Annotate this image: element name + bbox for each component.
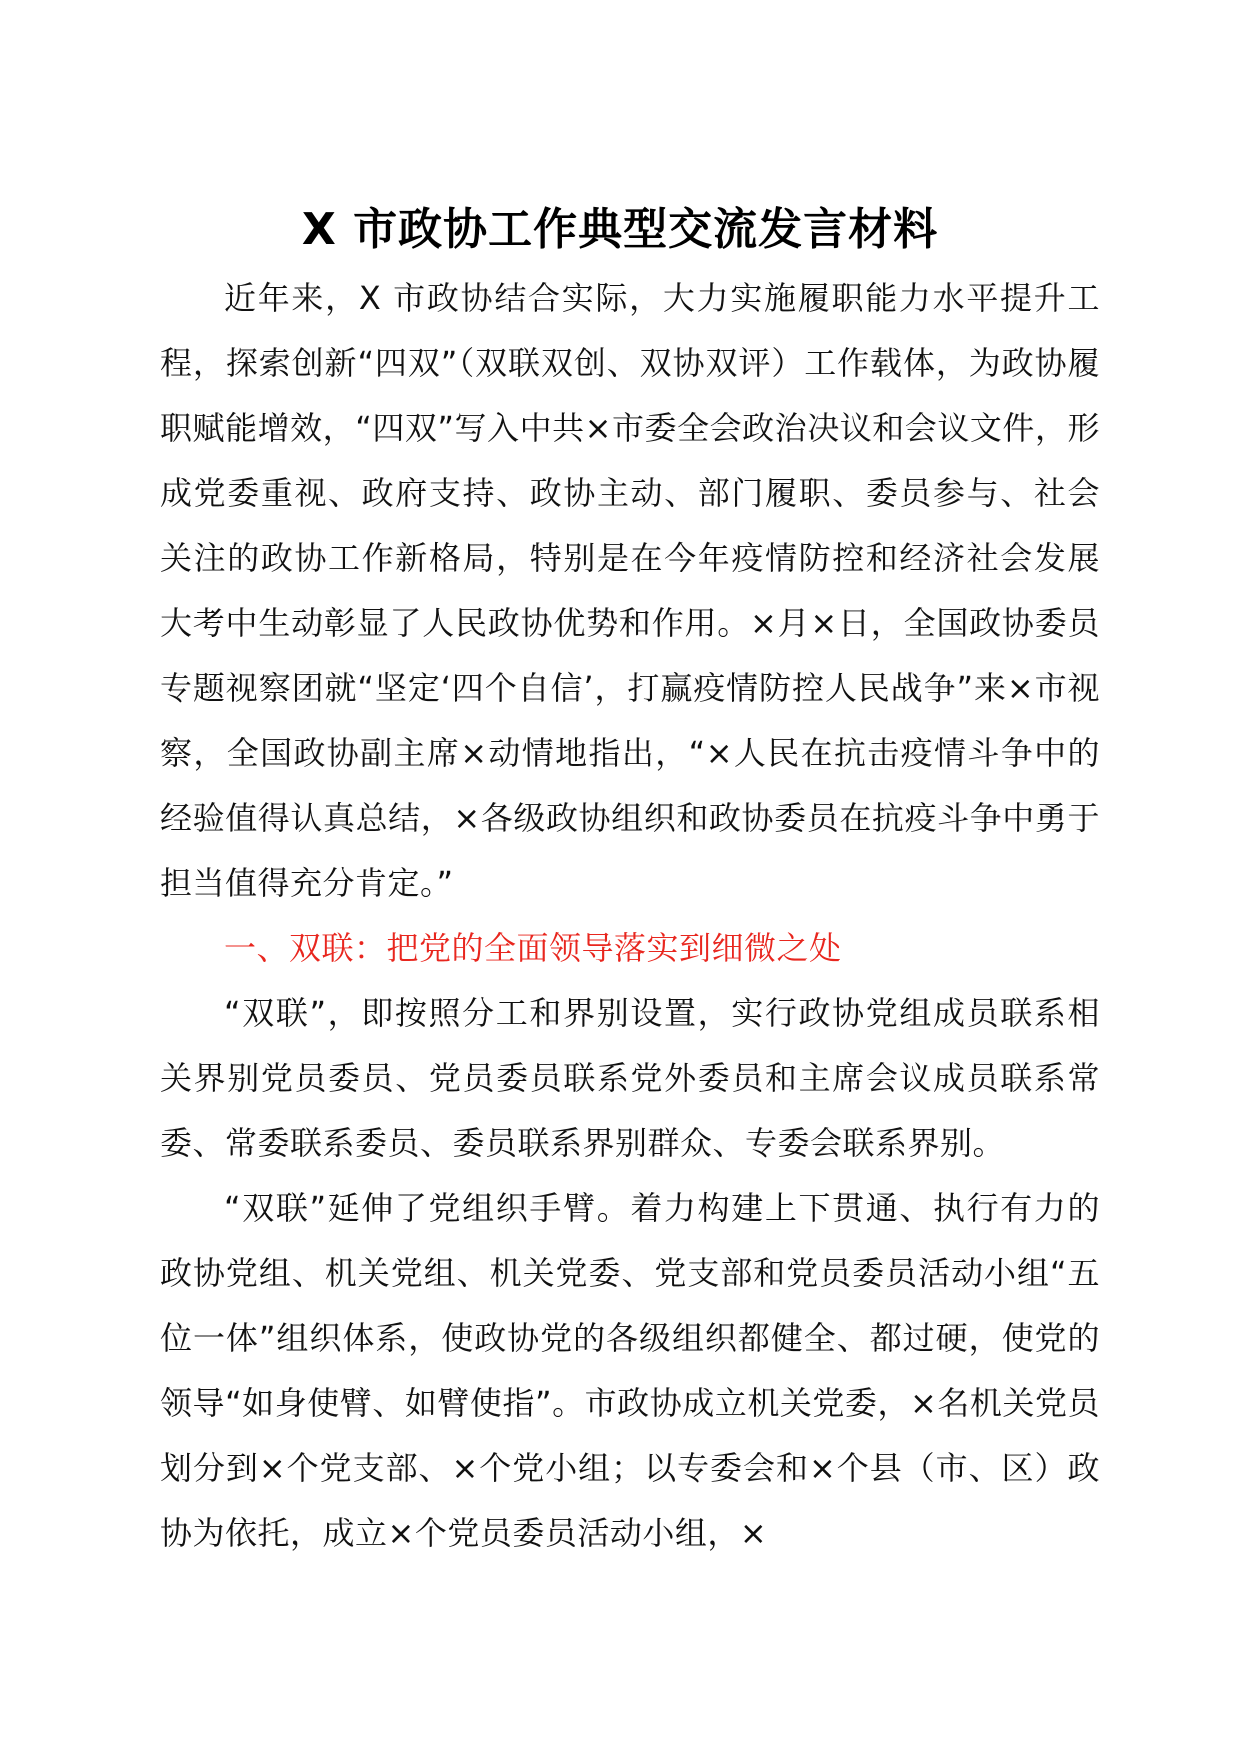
paragraph-shuanglian-definition: “双联”，即按照分工和界别设置，实行政协党组成员联系相关界别党员委员、党员委员联系党外委员和主席会议成员联系常委、常委联系委员、委员联系界别群众、专委会联系界别。 [160, 994, 1100, 1162]
document-title: X 市政协工作典型交流发言材料 [301, 204, 939, 255]
section-heading-1: 一、双联：把党的全面领导落实到细微之处 [224, 929, 842, 967]
paragraph-shuanglian-organization: “双联”延伸了党组织手臂。着力构建上下贯通、执行有力的政协党组、机关党组、机关党委、党支部和党员委员活动小组“五位一体”组织体系，使政协党的各级组织都健全、都过硬，使党的领导“如身使臂、如臂使指”。市政协成立机关党委，×名机关党员划分到×个党支部、×个党小组；以专委会和×个县（市、区）政协为依托，成立×个党员委员活动小组，× [160, 1189, 1100, 1552]
document-body [160, 266, 1100, 1566]
paragraph-intro: 近年来，X 市政协结合实际，大力实施履职能力水平提升工程，探索创新“四双”（双联双创、双协双评）工作载体，为政协履职赋能增效，“四双”写入中共×市委全会政治决议和会议文件，形成党委重视、政府支持、政协主动、部门履职、委员参与、社会关注的政协工作新格局，特别是在今年疫情防控和经济社会发展大考中生动彰显了人民政协优势和作用。×月×日，全国政协委员专题视察团就“坚定‘四个自信’，打赢疫情防控人民战争”来×市视察，全国政协副主席×动情地指出，“×人民在抗击疫情斗争中的经验值得认真总结，×各级政协组织和政协委员在抗疫斗争中勇于担当值得充分肯定。” [160, 279, 1100, 902]
